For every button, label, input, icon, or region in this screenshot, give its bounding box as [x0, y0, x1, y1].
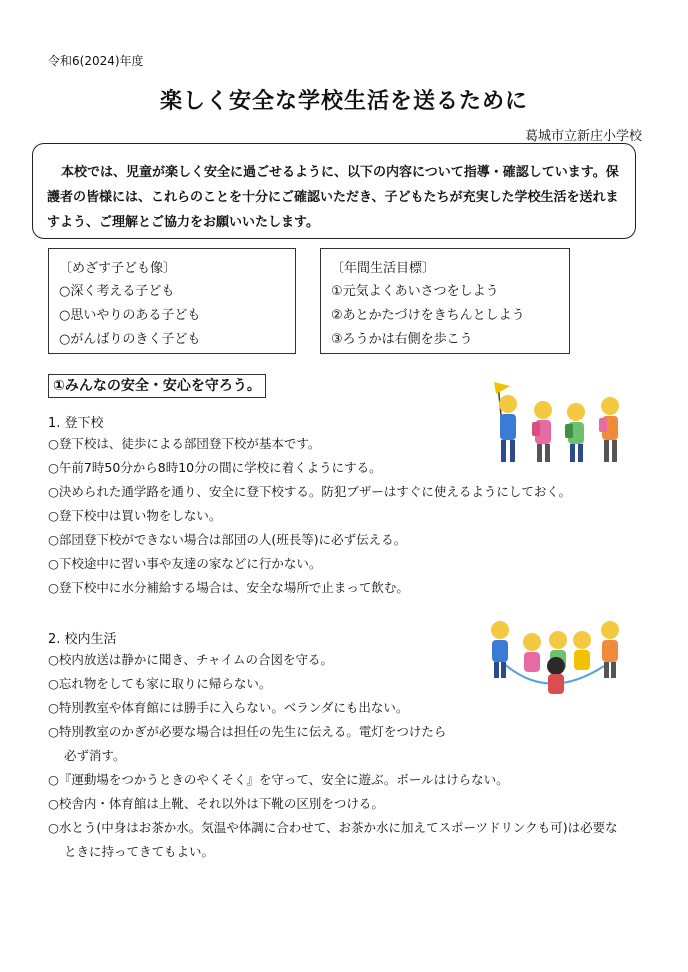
page-title: 楽しく安全な学校生活を送るために [159, 89, 528, 114]
intro-box [32, 143, 636, 239]
list-item: ○午前7時50分から8時10分の間に学校に着くようにする。 [48, 460, 382, 475]
annual-heading: 〔年間生活目標〕 [331, 261, 436, 276]
goal-item: ○思いやりのある子ども [59, 308, 201, 323]
commute-list [48, 432, 648, 600]
section-heading: ①みんなの安全・安心を守ろう。 [48, 374, 266, 398]
list-item-continuation: ときに持ってきてもよい。 [64, 844, 215, 859]
goal-item: ○がんばりのきく子ども [59, 332, 201, 347]
list-item: ○水とう(中身はお茶か水。気温や体調に合わせて、お茶か水に加えてスポーツドリンクも可)は必要な [48, 820, 618, 835]
list-item: ○登下校中に水分補給する場合は、安全な場所で止まって飲む。 [48, 580, 409, 595]
list-item: ○校舎内・体育館は上靴、それ以外は下靴の区別をつける。 [48, 796, 384, 811]
goals-heading: 〔めざす子ども像〕 [59, 261, 177, 276]
list-item: ○『運動場をつかうときのやくそく』を守って、安全に遊ぶ。ボールはけらない。 [48, 772, 509, 787]
list-item: ○下校途中に習い事や友達の家などに行かない。 [48, 556, 322, 571]
list-item: ○決められた通学路を通り、安全に登下校する。防犯ブザーはすぐに使えるようにしておく。 [48, 484, 572, 499]
school-life-list [48, 648, 648, 864]
commute-heading: 1. 登下校 [48, 416, 104, 431]
list-item: ○忘れ物をしても家に取りに帰らない。 [48, 676, 272, 691]
annual-goals-box [320, 248, 570, 354]
annual-item: ①元気よくあいさつをしよう [331, 284, 499, 299]
list-item: ○校内放送は静かに聞き、チャイムの合図を守る。 [48, 652, 334, 667]
school-year: 令和6(2024)年度 [48, 54, 144, 68]
list-item: ○特別教室や体育館には勝手に入らない。ベランダにも出ない。 [48, 700, 409, 715]
annual-item: ②あとかたづけをきちんとしよう [331, 308, 525, 323]
list-item: ○特別教室のかぎが必要な場合は担任の先生に伝える。電灯をつけたら [48, 724, 447, 739]
school-life-heading: 2. 校内生活 [48, 632, 117, 647]
goal-item: ○深く考える子ども [59, 284, 175, 299]
list-item: ○登下校は、徒歩による部団登下校が基本です。 [48, 436, 321, 451]
list-item-continuation: 必ず消す。 [64, 748, 126, 763]
goals-box [48, 248, 296, 354]
list-item: ○登下校中は買い物をしない。 [48, 508, 222, 523]
annual-item: ③ろうかは右側を歩こう [331, 332, 473, 347]
intro-text: 本校では、児童が楽しく安全に過ごせるように、以下の内容について指導・確認しています。保護者の皆様には、これらのことを十分にご確認いただき、子どもたちが充実した学校生活を送れますよう、ご理解とご協力をお願いいたします。 [47, 165, 619, 230]
list-item: ○部団登下校ができない場合は部団の人(班長等)に必ず伝える。 [48, 532, 407, 547]
school-name: 葛城市立新庄小学校 [524, 129, 642, 144]
